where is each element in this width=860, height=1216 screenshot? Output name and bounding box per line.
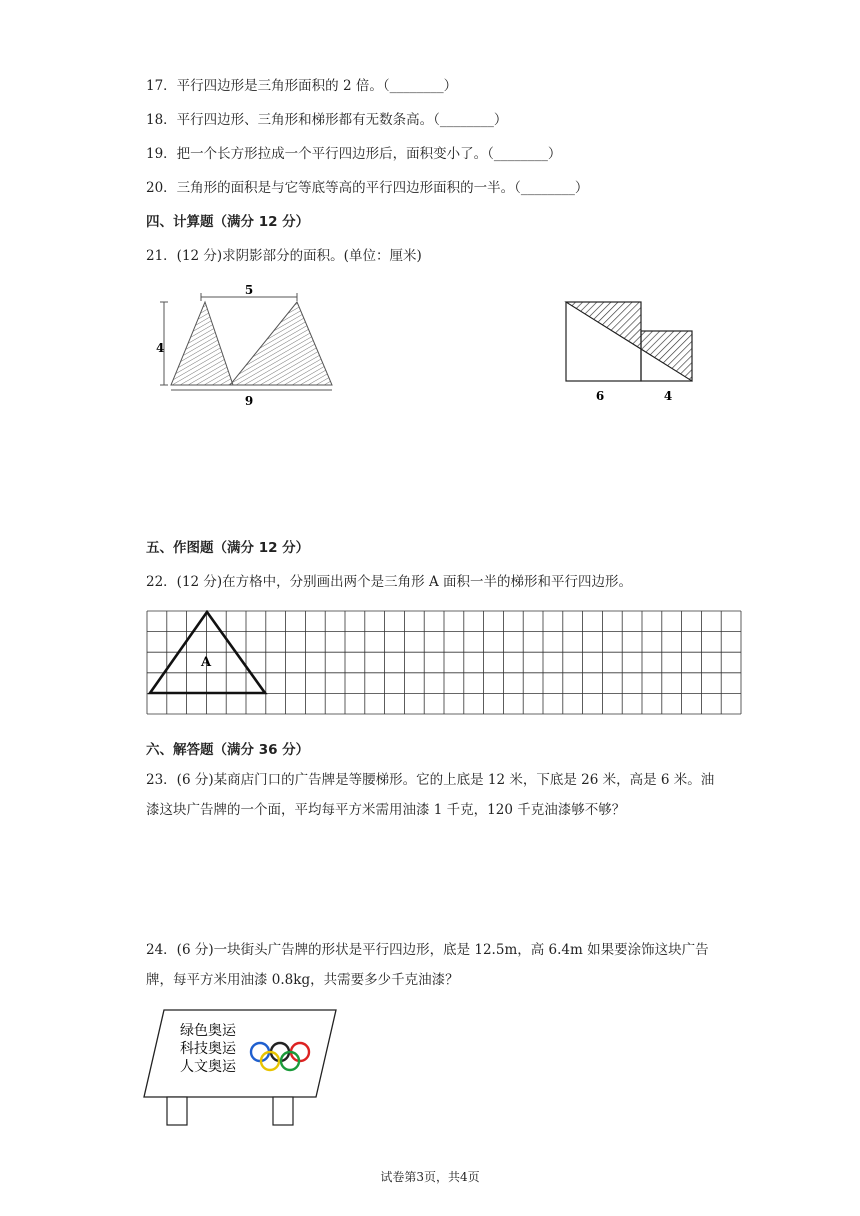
question-20: 20．三角形的面积是与它等底等高的平行四边形面积的一半。（________） bbox=[146, 180, 589, 196]
section-6-title: 六、解答题（满分 36 分） bbox=[146, 742, 310, 758]
fig1-top-label: 5 bbox=[244, 283, 254, 297]
billboard-figure bbox=[140, 1005, 340, 1130]
figure-squares-shaded bbox=[560, 296, 700, 408]
fig2-label-left: 6 bbox=[595, 389, 605, 403]
question-18: 18．平行四边形、三角形和梯形都有无数条高。（________） bbox=[146, 112, 508, 128]
question-23: 23．(6 分)某商店门口的广告牌是等腰梯形。它的上底是 12 米，下底是 26 米，高是 6 米。油漆这块广告牌的一个面，平均每平方米需用油漆 1 千克，120 千克油漆够不够？ bbox=[146, 772, 715, 818]
grid-paper[interactable] bbox=[146, 610, 742, 716]
figure-trapezoid-shaded bbox=[150, 282, 340, 412]
page-footer: 试卷第3页，共4页 bbox=[380, 1170, 480, 1184]
section-4-title: 四、计算题（满分 12 分） bbox=[146, 214, 310, 230]
fig1-bottom-label: 9 bbox=[244, 394, 254, 408]
billboard-line-2: 科技奥运 bbox=[180, 1041, 236, 1057]
fig2-label-right: 4 bbox=[663, 389, 673, 403]
question-19: 19．把一个长方形拉成一个平行四边形后，面积变小了。（________） bbox=[146, 146, 562, 162]
question-17: 17．平行四边形是三角形面积的 2 倍。（________） bbox=[146, 78, 458, 94]
question-24: 24．(6 分)一块街头广告牌的形状是平行四边形，底是 12.5m，高 6.4m 如果要涂饰这块广告牌，每平方米用油漆 0.8kg，共需要多少千克油漆？ bbox=[146, 942, 709, 988]
billboard-line-1: 绿色奥运 bbox=[180, 1023, 236, 1039]
question-21: 21．(12 分)求阴影部分的面积。(单位：厘米) bbox=[146, 248, 422, 264]
section-5-title: 五、作图题（满分 12 分） bbox=[146, 540, 310, 556]
fig1-left-label: 4 bbox=[156, 341, 165, 355]
question-22: 22．(12 分)在方格中，分别画出两个是三角形 A 面积一半的梯形和平行四边形。 bbox=[146, 574, 633, 590]
billboard-line-3: 人文奥运 bbox=[180, 1059, 236, 1075]
triangle-a-label: A bbox=[200, 655, 212, 670]
